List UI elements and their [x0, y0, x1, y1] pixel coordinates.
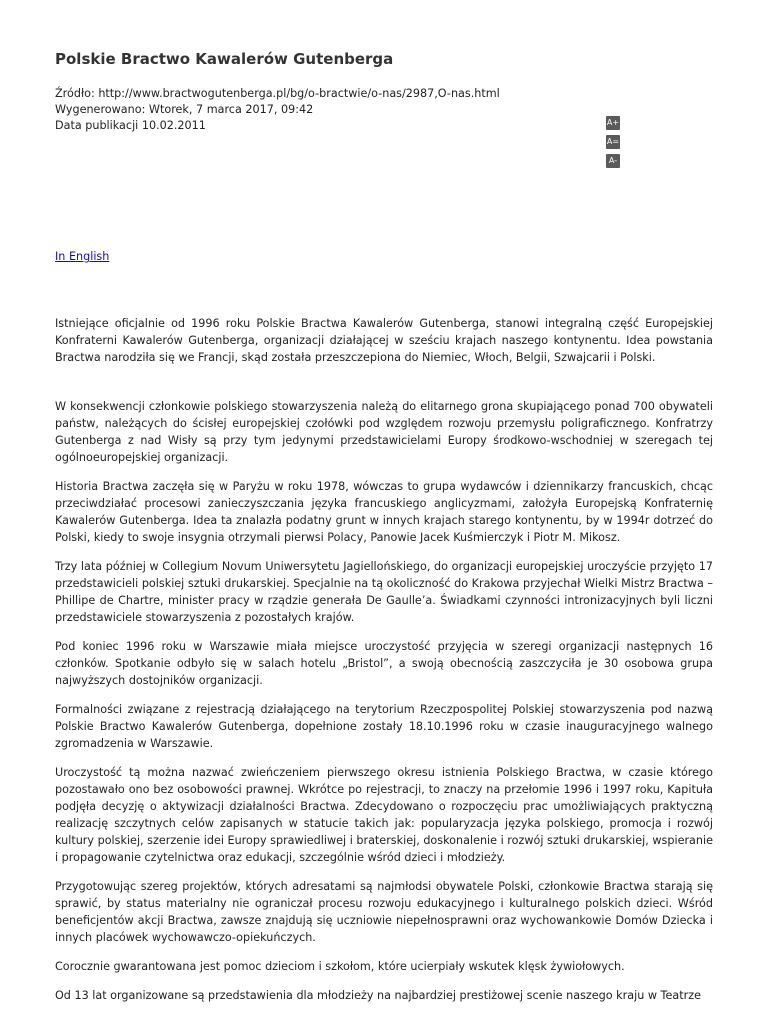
english-version-link[interactable]: In English [55, 250, 110, 263]
source-line: Źródło: http://www.bractwogutenberga.pl/bg/o-bractwie/o-nas/2987,O-nas.html [55, 87, 500, 100]
font-increase-icon[interactable]: A+ [606, 116, 620, 130]
paragraph: Pod koniec 1996 roku w Warszawie miała miejsce uroczystość przyjęcia w szeregi organizacji następnych 16 członków. Spotkanie odbyło się w salach hotelu „Bristol”, a swoją obecnością zaszczyciła je 30 osobowa grupa najwyższych dostojników organizacji. [55, 640, 713, 687]
paragraph: Od 13 lat organizowane są przedstawienia dla młodzieży na najbardziej prestiżowej scenie naszego kraju w Teatrze [55, 989, 701, 1002]
paragraph: Formalności związane z rejestracją działającego na terytorium Rzeczpospolitej Polskiej stowarzyszenia pod nazwą Polskie Bractwo Kawalerów Gutenberga, dopełnione zostały 18.10.1996 roku w czasie inauguracyjnego walnego zgromadzenia w Warszawie. [55, 703, 713, 750]
paragraph: W konsekwencji członkowie polskiego stowarzyszenia należą do elitarnego grona skupiającego ponad 700 obywateli państw, należących do ścisłej europejskiej czołówki pod względem rozwoju przemysłu poligraficznego. Konfratrzy Gutenberga z nad Wisły są przy tym jedynymi przedstawicielami Europy środkowo-wschodniej w szeregach tej ogólnoeuropejskiej organizacji. [55, 400, 713, 464]
paragraph: Istniejące oficjalnie od 1996 roku Polskie Bractwa Kawalerów Gutenberga, stanowi integralną część Europejskiej Konfraterni Kawalerów Gutenberga, organizacji działającej w sześciu krajach naszego kontynentu. Idea powstania Bractwa narodziła się we Francji, skąd została przeszczepiona do Niemiec, Włoch, Belgii, Szwajcarii i Polski. [55, 317, 713, 364]
font-reset-icon[interactable]: A= [606, 135, 620, 149]
font-decrease-icon[interactable]: A- [606, 154, 620, 168]
paragraph: Historia Bractwa zaczęła się w Paryżu w roku 1978, wówczas to grupa wydawców i dziennikarzy francuskich, chcąc przeciwdziałać procesowi zanieczyszczania języka francuskiego anglicyzmami, założyła Europejską Konfraternię Kawalerów Gutenberga. Idea ta znalazła podatny grunt w innych krajach starego kontynentu, by w 1994r dotrzeć do Polski, kiedy to swoje insygnia otrzymali pierwsi Polacy, Panowie Jacek Kuśmierczyk i Piotr M. Mikosz. [55, 480, 713, 544]
font-size-controls [606, 116, 620, 173]
document-meta [55, 86, 500, 134]
document-title: Polskie Bractwo Kawalerów Gutenberga [55, 50, 394, 68]
generated-line: Wygenerowano: Wtorek, 7 marca 2017, 09:42 [55, 103, 314, 116]
paragraph: Uroczystość tą można nazwać zwieńczeniem pierwszego okresu istnienia Polskiego Bractwa, w czasie którego pozostawało ono bez osobowości prawnej. Wkrótce po rejestracji, to znaczy na przełomie 1996 i 1997 roku, Kapituła podjęła decyzję o aktywizacji działalności Bractwa. Zdecydowano o rozpoczęciu prac umożliwiających praktyczną realizację szczytnych celów zapisanych w statucie takich jak: popularyzacja języka polskiego, promocja i rozwój kultury polskiej, szerzenie idei Europy sprawiedliwej i braterskiej, doskonalenie i rozwój sztuki drukarskiej, wspieranie i propagowanie czytelnictwa oraz edukacji, szczególnie wśród dzieci i młodzieży. [55, 766, 713, 864]
published-line: Data publikacji 10.02.2011 [55, 119, 206, 132]
paragraph: Corocznie gwarantowana jest pomoc dzieciom i szkołom, które ucierpiały wskutek klęsk żywiołowych. [55, 960, 625, 973]
paragraph: Trzy lata później w Collegium Novum Uniwersytetu Jagiellońskiego, do organizacji europejskiej uroczyście przyjęto 17 przedstawicieli polskiej sztuki drukarskiej. Specjalnie na tą okoliczność do Krakowa przyjechał Wielki Mistrz Bractwa – Phillipe de Chartre, minister pracy w rządzie generała De Gaulle’a. Świadkami czynności intronizacyjnych byli liczni przedstawiciele stowarzyszenia z pozostałych krajów. [55, 560, 713, 624]
paragraph: Przygotowując szereg projektów, których adresatami są najmłodsi obywatele Polski, członkowie Bractwa starają się sprawić, by status materialny nie ograniczał procesu rozwoju edukacyjnego i kulturalnego polskich dzieci. Wśród beneficjentów akcji Bractwa, zawsze znajdują się uczniowie niepełnosprawni oraz wychowankowie Domów Dziecka i innych placówek wychowawczo-opiekuńczych. [55, 880, 713, 944]
article-body [55, 315, 713, 1016]
